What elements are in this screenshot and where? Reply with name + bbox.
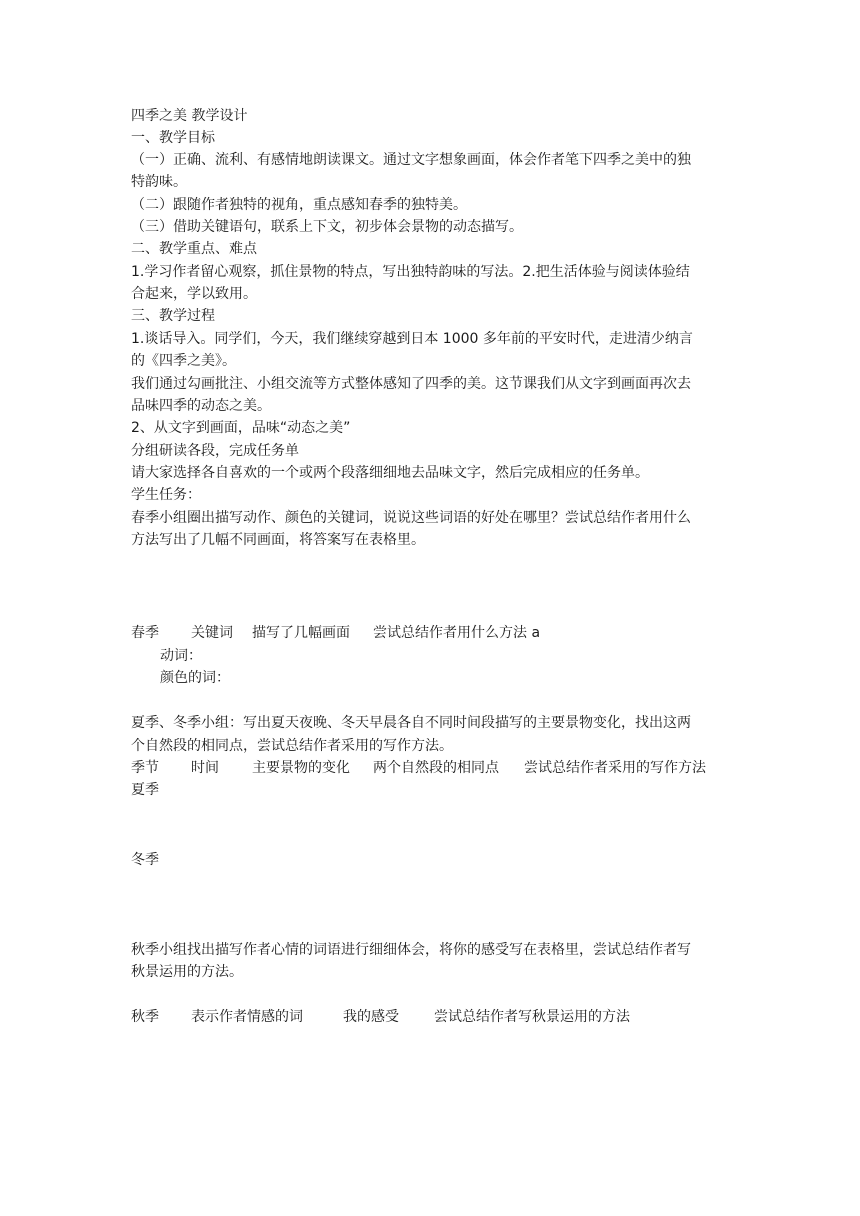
table-cell: 冬季 [131,852,159,868]
paragraph-line: 我们通过勾画批注、小组交流等方式整体感知了四季的美。这节课我们从文字到画面再次去 [131,376,691,392]
table-header-cell: 尝试总结作者采用的写作方法 [524,760,706,776]
paragraph-line: 2、从文字到画面，品味“动态之美” [131,420,351,436]
table-header-cell: 关键词 [191,625,233,641]
paragraph-line: （一）正确、流利、有感情地朗读课文。通过文字想象画面，体会作者笔下四季之美中的独 [131,152,691,168]
section-heading-goals: 一、教学目标 [131,130,215,146]
paragraph-line: 春季小组圈出描写动作、颜色的关键词，说说这些词语的好处在哪里？尝试总结作者用什么 [131,510,691,526]
table-header-cell: 我的感受 [343,1009,399,1025]
paragraph-line: 分组研读各段，完成任务单 [131,443,299,459]
table-header-cell: 主要景物的变化 [252,760,350,776]
paragraph-line: 方法写出了几幅不同画面，将答案写在表格里。 [131,532,425,548]
table-header-cell: 时间 [191,760,219,776]
table-header-cell: 描写了几幅画面 [252,625,350,641]
table-header-cell: 季节 [131,760,159,776]
paragraph-line: （二）跟随作者独特的视角，重点感知春季的独特美。 [131,197,467,213]
paragraph-line: 1.学习作者留心观察，抓住景物的特点，写出独特韵味的写法。2.把生活体验与阅读体验结 [131,264,690,280]
paragraph-line: 1.谈话导入。同学们，今天，我们继续穿越到日本 1000 多年前的平安时代，走进清少纳言 [131,331,693,347]
section-heading-keypoints: 二、教学重点、难点 [131,241,257,257]
table-header-cell: 尝试总结作者用什么方法 a [373,625,541,641]
paragraph-line: 个自然段的相同点，尝试总结作者采用的写作方法。 [131,738,453,754]
table-header-cell: 表示作者情感的词 [191,1009,303,1025]
paragraph-line: （三）借助关键语句，联系上下文，初步体会景物的动态描写。 [131,219,523,235]
table-cell: 夏季 [131,782,159,798]
document-title: 四季之美 教学设计 [131,108,248,124]
table-header-cell: 秋季 [131,1009,159,1025]
paragraph-line: 特韵味。 [131,174,187,190]
table-cell: 动词： [160,648,202,664]
paragraph-line: 夏季、冬季小组：写出夏天夜晚、冬天早晨各自不同时间段描写的主要景物变化，找出这两 [131,715,691,731]
paragraph-line: 品味四季的动态之美。 [131,398,271,414]
table-header-cell: 尝试总结作者写秋景运用的方法 [434,1009,630,1025]
section-heading-process: 三、教学过程 [131,308,215,324]
paragraph-line: 学生任务： [131,487,201,503]
table-cell: 颜色的词： [160,670,230,686]
paragraph-line: 秋景运用的方法。 [131,964,243,980]
table-header-cell: 两个自然段的相同点 [373,760,499,776]
paragraph-line: 的《四季之美》。 [131,353,236,369]
table-header-cell: 春季 [131,625,159,641]
paragraph-line: 合起来，学以致用。 [131,286,257,302]
paragraph-line: 秋季小组找出描写作者心情的词语进行细细体会，将你的感受写在表格里，尝试总结作者写 [131,942,691,958]
paragraph-line: 请大家选择各自喜欢的一个或两个段落细细地去品味文字，然后完成相应的任务单。 [131,465,649,481]
